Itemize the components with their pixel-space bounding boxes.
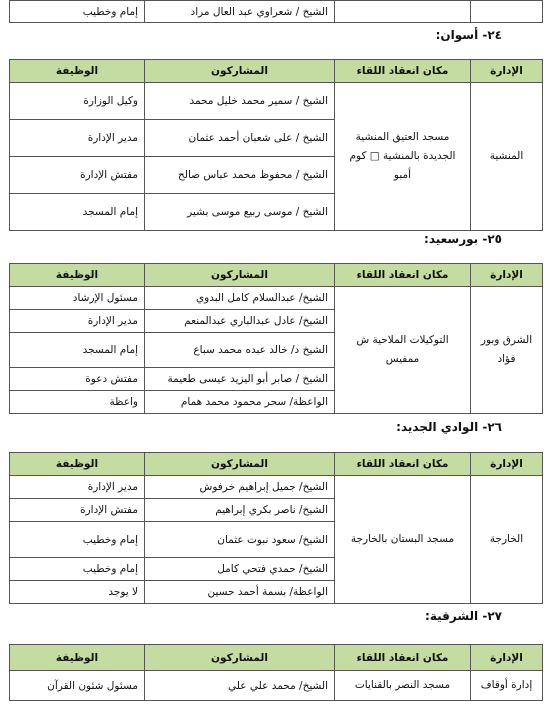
cell-role: مسئول الإرشاد xyxy=(10,287,145,310)
header-place: مكان انعقاد اللقاء xyxy=(335,60,471,83)
cell-participant: الواعظة/ سحر محمود محمد همام xyxy=(145,391,335,414)
cell-participant: الشيخ/ محمد علي علي xyxy=(145,671,335,701)
header-role: الوظيفة xyxy=(10,645,145,671)
cell-department: إدارة أوقاف xyxy=(471,671,543,701)
section-heading-port-said: ٢٥- بورسعيد: xyxy=(424,232,502,246)
cell-department xyxy=(471,1,543,23)
cell-place xyxy=(335,1,471,23)
cell-role: لا يوجد xyxy=(10,581,145,604)
cell-role: مفتش دعوة xyxy=(10,368,145,391)
cell-role: وكيل الوزارة xyxy=(10,83,145,120)
section-heading-new-valley: ٢٦- الوادي الجديد: xyxy=(396,420,502,434)
header-role: الوظيفة xyxy=(10,60,145,83)
header-role: الوظيفة xyxy=(10,453,145,476)
cell-role: مدير الإدارة xyxy=(10,310,145,333)
table-new-valley xyxy=(10,452,543,604)
header-role: الوظيفة xyxy=(10,264,145,287)
cell-participant: الشيخ/ جميل إبراهيم خرفوش xyxy=(145,476,335,499)
cell-participant: الشيخ / موسى ربيع موسى بشير xyxy=(145,194,335,231)
cell-participant: الشيخ/ حمدي فتحي كامل xyxy=(145,558,335,581)
header-department: الإدارة xyxy=(471,453,543,476)
cell-participant: الشيخ / محفوظ محمد عباس صالح xyxy=(145,157,335,194)
section-heading-sharqia: ٢٧- الشرقية: xyxy=(425,609,502,623)
header-department: الإدارة xyxy=(471,264,543,287)
cell-participant: الشيخ / سمير محمد خليل محمد xyxy=(145,83,335,120)
cell-place: مسجد البستان بالخارجة xyxy=(335,476,471,604)
cell-role: مفتش الإدارة xyxy=(10,157,145,194)
header-place: مكان انعقاد اللقاء xyxy=(335,645,471,671)
cell-participant: الشيخ/ عادل عبدالباري عبدالمنعم xyxy=(145,310,335,333)
header-department: الإدارة xyxy=(471,60,543,83)
cell-place: مسجد النصر بالقنايات xyxy=(335,671,471,701)
header-department: الإدارة xyxy=(471,645,543,671)
cell-department: الخارجة xyxy=(471,476,543,604)
cell-department: المنشية xyxy=(471,83,543,231)
cell-participant: الشيخ/ سعود نبوت عثمان xyxy=(145,522,335,558)
cell-role: إمام وخطيب xyxy=(10,558,145,581)
cell-participant: الشيخ / على شعبان أحمد عثمان xyxy=(145,120,335,157)
header-participants: المشاركون xyxy=(145,60,335,83)
cell-place: التوكيلات الملاحية ش ممفيس xyxy=(335,287,471,414)
header-place: مكان انعقاد اللقاء xyxy=(335,453,471,476)
table-aswan xyxy=(10,59,543,231)
cell-department: الشرق وبور فؤاد xyxy=(471,287,543,414)
cell-role: إمام وخطيب xyxy=(10,522,145,558)
section-heading-aswan: ٢٤- أسوان: xyxy=(435,28,502,42)
cell-role: إمام المسجد xyxy=(10,333,145,368)
cell-place: مسجد العتيق المنشية الجديدة بالمنشية □ كوم أمبو xyxy=(335,83,471,231)
cell-participant: الشيخ د/ خالد عبده محمد سباع xyxy=(145,333,335,368)
header-place: مكان انعقاد اللقاء xyxy=(335,264,471,287)
header-participants: المشاركون xyxy=(145,453,335,476)
header-participants: المشاركون xyxy=(145,645,335,671)
cell-role: مدير الإدارة xyxy=(10,476,145,499)
top-partial-table xyxy=(10,0,543,23)
table-sharqia xyxy=(10,644,543,701)
table-port-said xyxy=(10,263,543,414)
cell-participant: الشيخ / شعراوي عبد العال مراد xyxy=(145,1,335,23)
cell-role: إمام وخطيب xyxy=(10,1,145,23)
cell-role: مسئول شئون القرآن xyxy=(10,671,145,701)
cell-role: إمام المسجد xyxy=(10,194,145,231)
cell-participant: الشيخ / صابر أبو اليزيد عيسى طعيمة xyxy=(145,368,335,391)
cell-participant: الواعظة/ بسمة أحمد حسين xyxy=(145,581,335,604)
header-participants: المشاركون xyxy=(145,264,335,287)
cell-role: مدير الإدارة xyxy=(10,120,145,157)
cell-participant: الشيخ/ ناصر بكري إبراهيم xyxy=(145,499,335,522)
cell-participant: الشيخ/ عبدالسلام كامل البدوي xyxy=(145,287,335,310)
cell-role: واعظة xyxy=(10,391,145,414)
cell-role: مفتش الإدارة xyxy=(10,499,145,522)
